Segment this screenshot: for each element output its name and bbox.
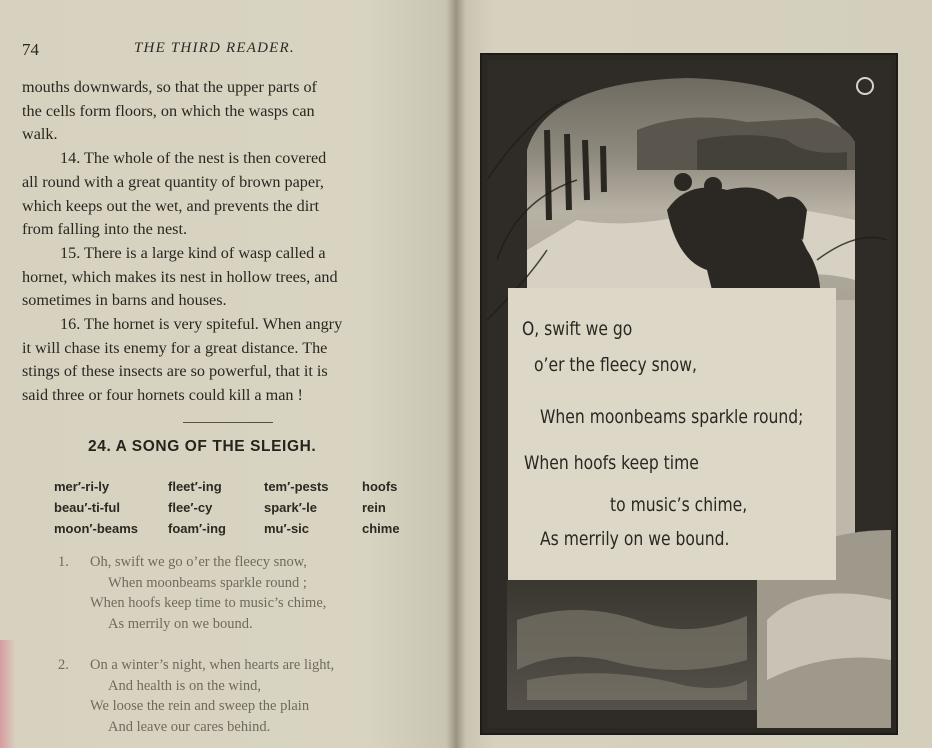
poem-line: When hoofs keep time to music’s chime, (90, 595, 327, 611)
vocab-word: rein (362, 500, 386, 515)
poem-line: And health is on the wind, (108, 677, 262, 694)
vocab-word: fleet′-ing (168, 479, 222, 494)
poem-stanza (58, 552, 334, 634)
vocab-word: tem′-pests (264, 479, 329, 494)
section-divider (183, 422, 273, 423)
text-line: 15. There is a large kind of wasp called a (60, 243, 326, 262)
text-line: from falling into the nest. (22, 220, 187, 239)
poem-line: We loose the rein and sweep the plain (90, 698, 310, 714)
text-line: said three or four hornets could kill a man ! (22, 386, 303, 405)
poem-line: On a winter’s night, when hearts are light, (90, 657, 335, 673)
left-page (0, 0, 456, 748)
caption-line: When moonbeams sparkle round; (540, 406, 804, 428)
text-line: 14. The whole of the nest is then covered (60, 149, 327, 168)
text-line: which keeps out the wet, and prevents the dirt (22, 196, 320, 215)
vocab-word: beau′-ti-ful (54, 500, 120, 515)
vocab-word: chime (362, 521, 400, 536)
vocab-word: mu′-sic (264, 521, 310, 536)
vocab-word: foam′-ing (168, 521, 226, 536)
poem (58, 552, 334, 748)
vocab-column (362, 476, 456, 539)
poem-line: When moonbeams sparkle round ; (108, 574, 307, 591)
text-line: the cells form floors, on which the wasps can (22, 101, 315, 120)
text-line: walk. (22, 125, 58, 144)
text-line: 16. The hornet is very spiteful. When angry (60, 315, 343, 334)
caption-line: o’er the fleecy snow, (534, 354, 697, 376)
text-line: mouths downwards, so that the upper parts of (22, 78, 317, 96)
poem-line: Oh, swift we go o’er the fleecy snow, (90, 554, 307, 570)
page-header (22, 40, 442, 62)
poem-stanza (58, 655, 334, 737)
vocab-word: moon′-beams (54, 521, 139, 536)
text-line: stings of these insects are so powerful, that it is (22, 362, 328, 381)
caption-line: When hoofs keep time (524, 452, 699, 474)
text-line: sometimes in barns and houses. (22, 291, 227, 310)
book-gutter (446, 0, 466, 748)
stanza-number: 2. (58, 657, 69, 673)
page-number: 74 (22, 40, 39, 59)
text-line: all round with a great quantity of brown paper, (22, 172, 324, 191)
caption-line: to music’s chime, (610, 494, 748, 516)
vocab-column (54, 476, 164, 539)
vocab-word: mer′-ri-ly (54, 479, 110, 494)
vocab-word: flee′-cy (168, 500, 213, 515)
text-line: hornet, which makes its nest in hollow trees, and (22, 267, 338, 286)
stanza-number: 1. (58, 554, 69, 570)
running-head: THE THIRD READER. (134, 40, 295, 56)
body-text (22, 76, 438, 408)
text-line: it will chase its enemy for a great distance. The (22, 338, 328, 357)
lesson-title: 24. A SONG OF THE SLEIGH. (88, 438, 317, 455)
vocab-column (168, 476, 278, 539)
vocab-word: spark′-le (264, 500, 317, 515)
vocab-word: hoofs (362, 479, 398, 494)
poem-line: And leave our cares behind. (108, 718, 271, 735)
caption-line: As merrily on we bound. (540, 528, 730, 550)
poem-line: As merrily on we bound. (108, 615, 253, 632)
page-stain (0, 640, 16, 748)
caption-line: O, swift we go (522, 318, 633, 340)
vocab-column (264, 476, 374, 539)
